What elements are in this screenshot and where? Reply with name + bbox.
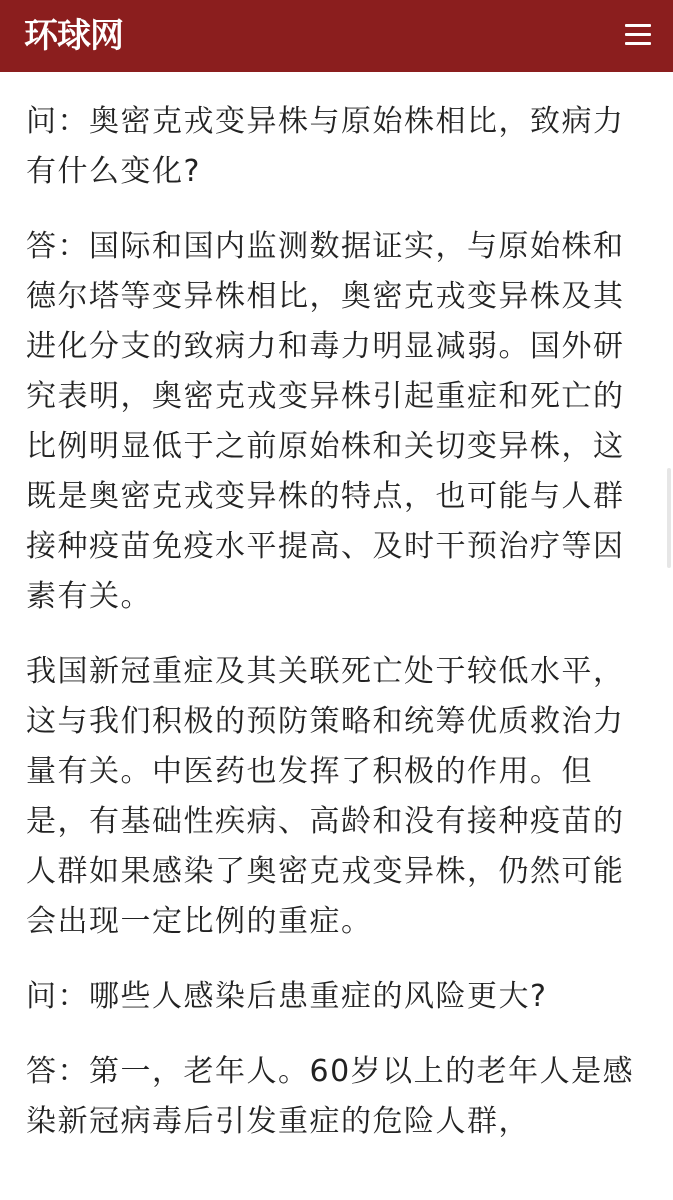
answer-paragraph: 答：第一，老年人。60岁以上的老年人是感染新冠病毒后引发重症的危险人群， [26,1054,635,1139]
menu-line [625,24,651,27]
menu-line [625,33,651,36]
body-paragraph: 我国新冠重症及其关联死亡处于较低水平，这与我们积极的预防策略和统筹优质救治力量有关。中医药也发挥了积极的作用。但是，有基础性疾病、高龄和没有接种疫苗的人群如果感染了奥密克戎变异株，仍然可能会出现一定比例的重症。 [26,654,625,939]
site-logo[interactable]: 环球网 [24,16,123,56]
question-paragraph: 问：奥密克戎变异株与原始株相比，致病力有什么变化? [26,104,625,189]
top-navigation-bar [0,0,673,72]
scrollbar[interactable] [667,468,671,568]
question-paragraph: 问：哪些人感染后患重症的风险更大? [26,979,548,1014]
menu-line [625,42,651,45]
answer-paragraph: 答：国际和国内监测数据证实，与原始株和德尔塔等变异株相比，奥密克戎变异株及其进化分支的致病力和毒力明显减弱。国外研究表明，奥密克戎变异株引起重症和死亡的比例明显低于之前原始株和关切变异株，这既是奥密克戎变异株的特点，也可能与人群接种疫苗免疫水平提高、及时干预治疗等因素有关。 [26,229,625,614]
hamburger-menu-icon[interactable] [625,22,651,48]
article-body [26,97,648,1172]
